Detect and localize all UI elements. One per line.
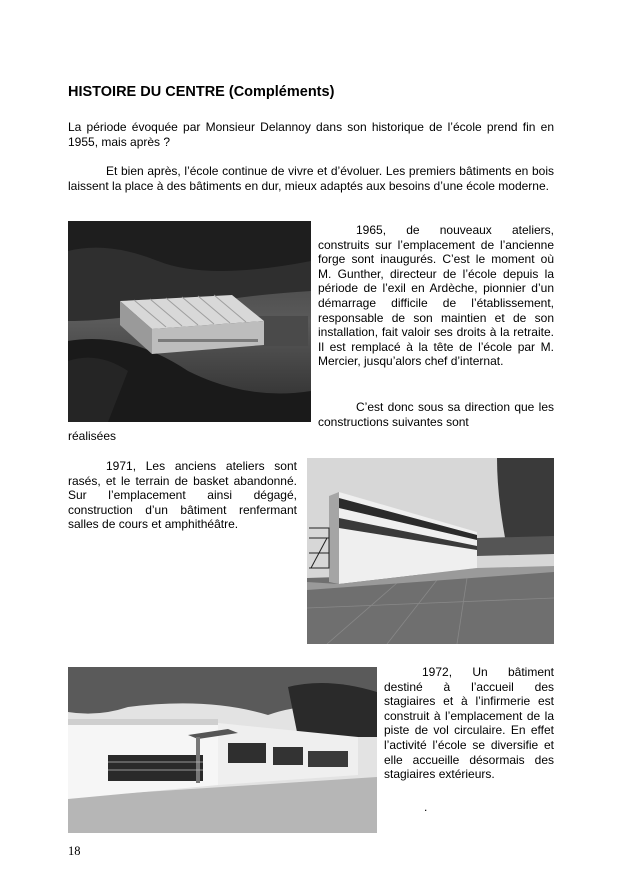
- stray-mark: .: [424, 800, 428, 814]
- paragraph-direction: C’est donc sous sa direction que les constructions suivantes sont: [318, 400, 554, 429]
- paragraph-evolution: Et bien après, l’école continue de vivre et d’évoluer. Les premiers bâtiments en bois laissent la place à des bâtiments en dur, mieux adaptés aux besoins d’une école moderne.: [68, 164, 554, 193]
- photo-1965-workshops: [68, 221, 311, 422]
- intro-paragraph: La période évoquée par Monsieur Delannoy dans son historique de l’école prend fin en 1955, mais après ?: [68, 120, 554, 149]
- paragraph-1965: 1965, de nouveaux ateliers, construits sur l’emplacement de l’ancienne forge sont inaugurés. C’est le moment où M. Gunther, directeur de l’école depuis la période de l’exil en Ardèche, pionnier d’un démarrage difficile de l’établissement, responsable de son maintien et de son installation, fait valoir ses droits à la retraite. Il est remplacé à la tête de l’école par M. Mercier, jusqu’alors chef d’internat.: [318, 223, 554, 369]
- photo-1971-building: [307, 458, 554, 644]
- paragraph-1972: 1972, Un bâtiment destiné à l’accueil des stagiaires et à l’infirmerie est construit à l’emplacement de la piste de vol circulaire. En effet l’activité l’école se diversifie et elle accueille désormais des stagiaires extérieurs.: [384, 665, 554, 782]
- page-number: 18: [68, 844, 81, 858]
- paragraph-1971: 1971, Les anciens ateliers sont rasés, et le terrain de basket abandonné. Sur l’emplacement ainsi dégagé, construction d’un bâtiment renfermant salles de cours et amphithéâtre.: [68, 459, 297, 532]
- page-title: HISTOIRE DU CENTRE (Compléments): [68, 84, 335, 100]
- photo-1972-building: [68, 667, 377, 833]
- paragraph-direction-end: réalisées: [68, 429, 117, 443]
